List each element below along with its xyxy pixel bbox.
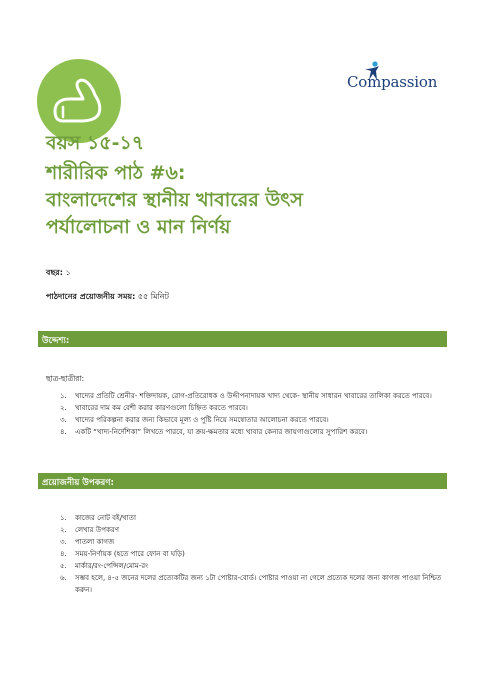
objectives-heading-bar (38, 331, 447, 347)
brand-name: Compassion (347, 73, 438, 91)
page-title (46, 160, 456, 241)
list-item: ৪. একটি “খাদ্য-নির্দেশিকা” লিখতে পারবে, যা ক্রয়-ক্ষমতার মধ্যে খাবার কেনার জায়গাগুলোর সুপারিশ করবে। (60, 428, 368, 436)
compassion-logo (347, 60, 451, 96)
objectives-intro: ছাত্র-ছাত্রীরা: (46, 374, 85, 383)
year-line (46, 267, 71, 280)
time-label: পাঠদানের প্রয়োজনীয় সময়: (46, 292, 136, 301)
title-line-2: বাংলাদেশের স্থানীয় খাবারের উৎস (46, 189, 303, 211)
list-item: ১. খাদ্যের প্রতিটি শ্রেনীর- শক্তিদায়ক, রোগ-প্রতিরোধক ও উদ্দীপনাদায়ক খাদ্য থেকে- স্থানীয় সাধারন খাবারের তালিকা করতে পারবে। (60, 392, 432, 400)
year-label: বছর: (46, 268, 63, 277)
list-item: ৫. মার্কার/রং-পেন্সিল/মোম-রং (60, 562, 149, 570)
objectives-list (60, 390, 445, 438)
title-line-1: শারীরিক পাঠ #৬: (46, 162, 186, 184)
materials-heading-bar (38, 473, 447, 489)
list-item: ১. কাজের নোট বই/খাতা (60, 514, 136, 522)
materials-heading: প্রয়োজনীয় উপকরণ: (42, 478, 114, 488)
list-item: ৬. সম্ভব হলে, ৪-৫ জনের দলের প্রত্যেকটির জন্য ১টা পোষ্টার-বোর্ড। পোষ্টার পাওয়া না গেলে প্রত্যেক দলের জন্য কাগজ পাওয়া নিশ্চিত করুন। (60, 574, 442, 594)
time-value: ৫৫ মিনিট (137, 292, 169, 301)
year-value: ১ (65, 268, 71, 277)
materials-list (60, 512, 445, 596)
objectives-heading: উদ্দেশ্য: (42, 336, 70, 346)
list-item: ২. খাবারের দাম কম বেশী করার কারণগুলো চিহ্নিত করতে পারবে। (60, 404, 248, 412)
title-line-3: পর্যালোচনা ও মান নির্ণয় (46, 216, 231, 238)
list-item: ৪. সময়-নির্ণায়ক (হতে পারে ফোন বা ঘড়ি) (60, 550, 185, 558)
time-line (46, 291, 169, 304)
list-item: ৩. খাদ্যের পরিকল্পনা করার জন্য কিভাবে মূল্য ও পুষ্টি নিয়ে সমন্বোতার আলোচনা করতে পারবে। (60, 416, 329, 424)
list-item: ২. লেখার উপকরণ (60, 526, 119, 534)
age-range: বয়স ১৫-১৭ (46, 132, 145, 154)
list-item: ৩. পাতলা কাগজ (60, 538, 115, 546)
